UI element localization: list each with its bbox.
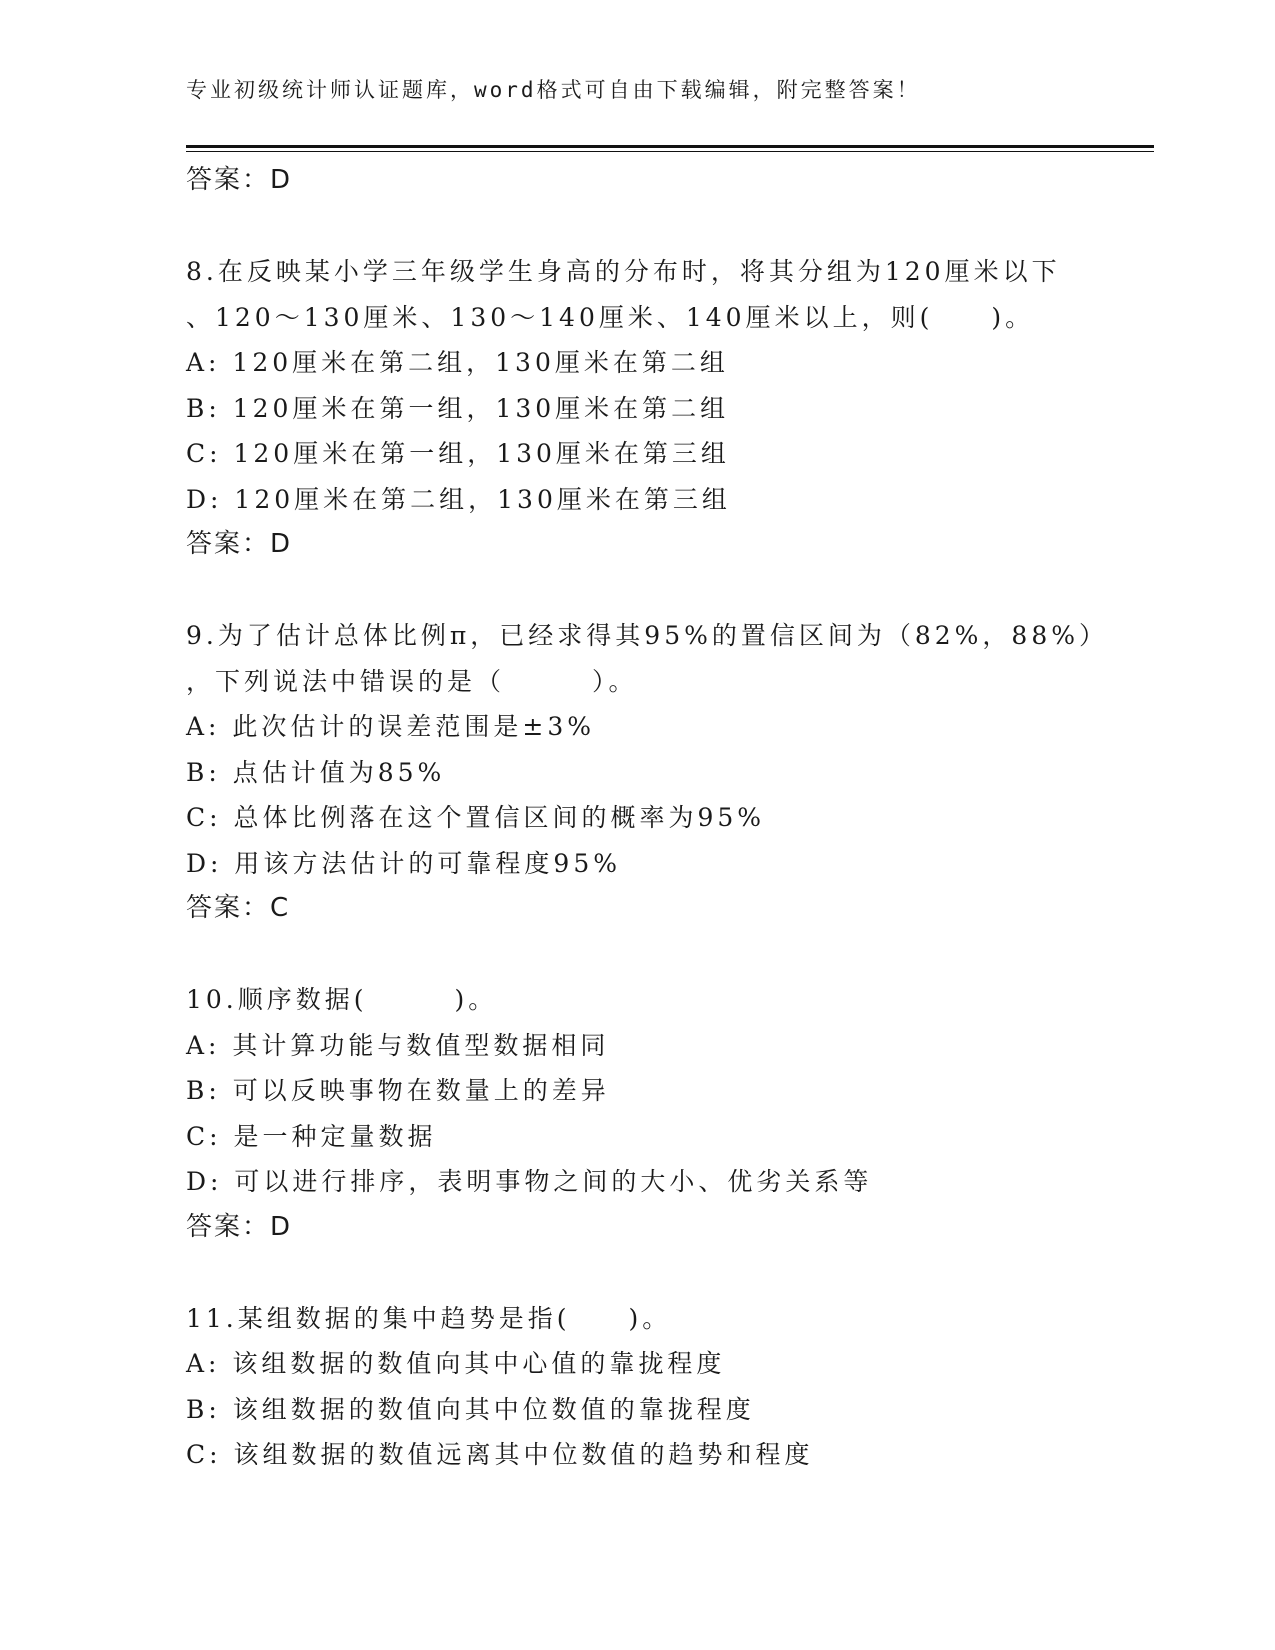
question-stem: ，下列说法中错误的是（ ）。 [186, 666, 638, 696]
option-a: A: 该组数据的数值向其中心值的靠拢程度 [186, 1349, 726, 1378]
question-stem: 8.在反映某小学三年级学生身高的分布时，将其分组为120厘米以下 [186, 257, 1061, 286]
option-b: B: 120厘米在第一组，130厘米在第二组 [186, 393, 730, 423]
answer-line: 答案：D [186, 529, 293, 559]
option-d: D: 可以进行排序，表明事物之间的大小、优劣关系等 [186, 1167, 873, 1196]
option-c: C: 该组数据的数值远离其中位数值的趋势和程度 [186, 1440, 814, 1469]
answer-line: 答案：C [186, 893, 291, 923]
question-block [186, 1296, 1126, 1478]
option-c: C: 总体比例落在这个置信区间的概率为95% [186, 803, 766, 832]
spacer [186, 932, 1126, 978]
option-d: D: 120厘米在第二组，130厘米在第三组 [186, 484, 731, 514]
question-stem: 10.顺序数据( )。 [186, 985, 498, 1014]
option-a: A: 120厘米在第二组，130厘米在第二组 [186, 348, 729, 377]
option-a: A: 其计算功能与数值型数据相同 [186, 1030, 610, 1060]
answer-line: 答案：D [186, 165, 293, 195]
question-list [186, 158, 1126, 1478]
option-d: D: 用该方法估计的可靠程度95% [186, 848, 621, 878]
spacer [186, 1250, 1126, 1296]
spacer [186, 568, 1126, 614]
option-c: C: 是一种定量数据 [186, 1121, 437, 1151]
option-b: B: 点估计值为85% [186, 757, 446, 787]
header-rule-thin [186, 151, 1154, 152]
option-b: B: 可以反映事物在数量上的差异 [186, 1076, 610, 1105]
question-stem: 、120～130厘米、130～140厘米、140厘米以上，则( )。 [186, 302, 1035, 332]
question-block [186, 249, 1126, 568]
question-block [186, 613, 1126, 932]
option-a: A: 此次估计的误差范围是±3% [186, 712, 596, 741]
header-rule-thick [186, 145, 1154, 148]
answer-line: 答案：D [186, 1211, 293, 1242]
question-stem: 9.为了估计总体比例π，已经求得其95%的置信区间为（82%，88%） [186, 621, 1108, 650]
question-block [186, 977, 1126, 1250]
question-stem: 11.某组数据的集中趋势是指( )。 [186, 1303, 672, 1333]
option-b: B: 该组数据的数值向其中位数值的靠拢程度 [186, 1394, 755, 1424]
spacer [186, 204, 1126, 250]
page-header: 专业初级统计师认证题库，word格式可自由下载编辑，附完整答案！ [186, 78, 921, 102]
option-c: C: 120厘米在第一组，130厘米在第三组 [186, 439, 730, 468]
